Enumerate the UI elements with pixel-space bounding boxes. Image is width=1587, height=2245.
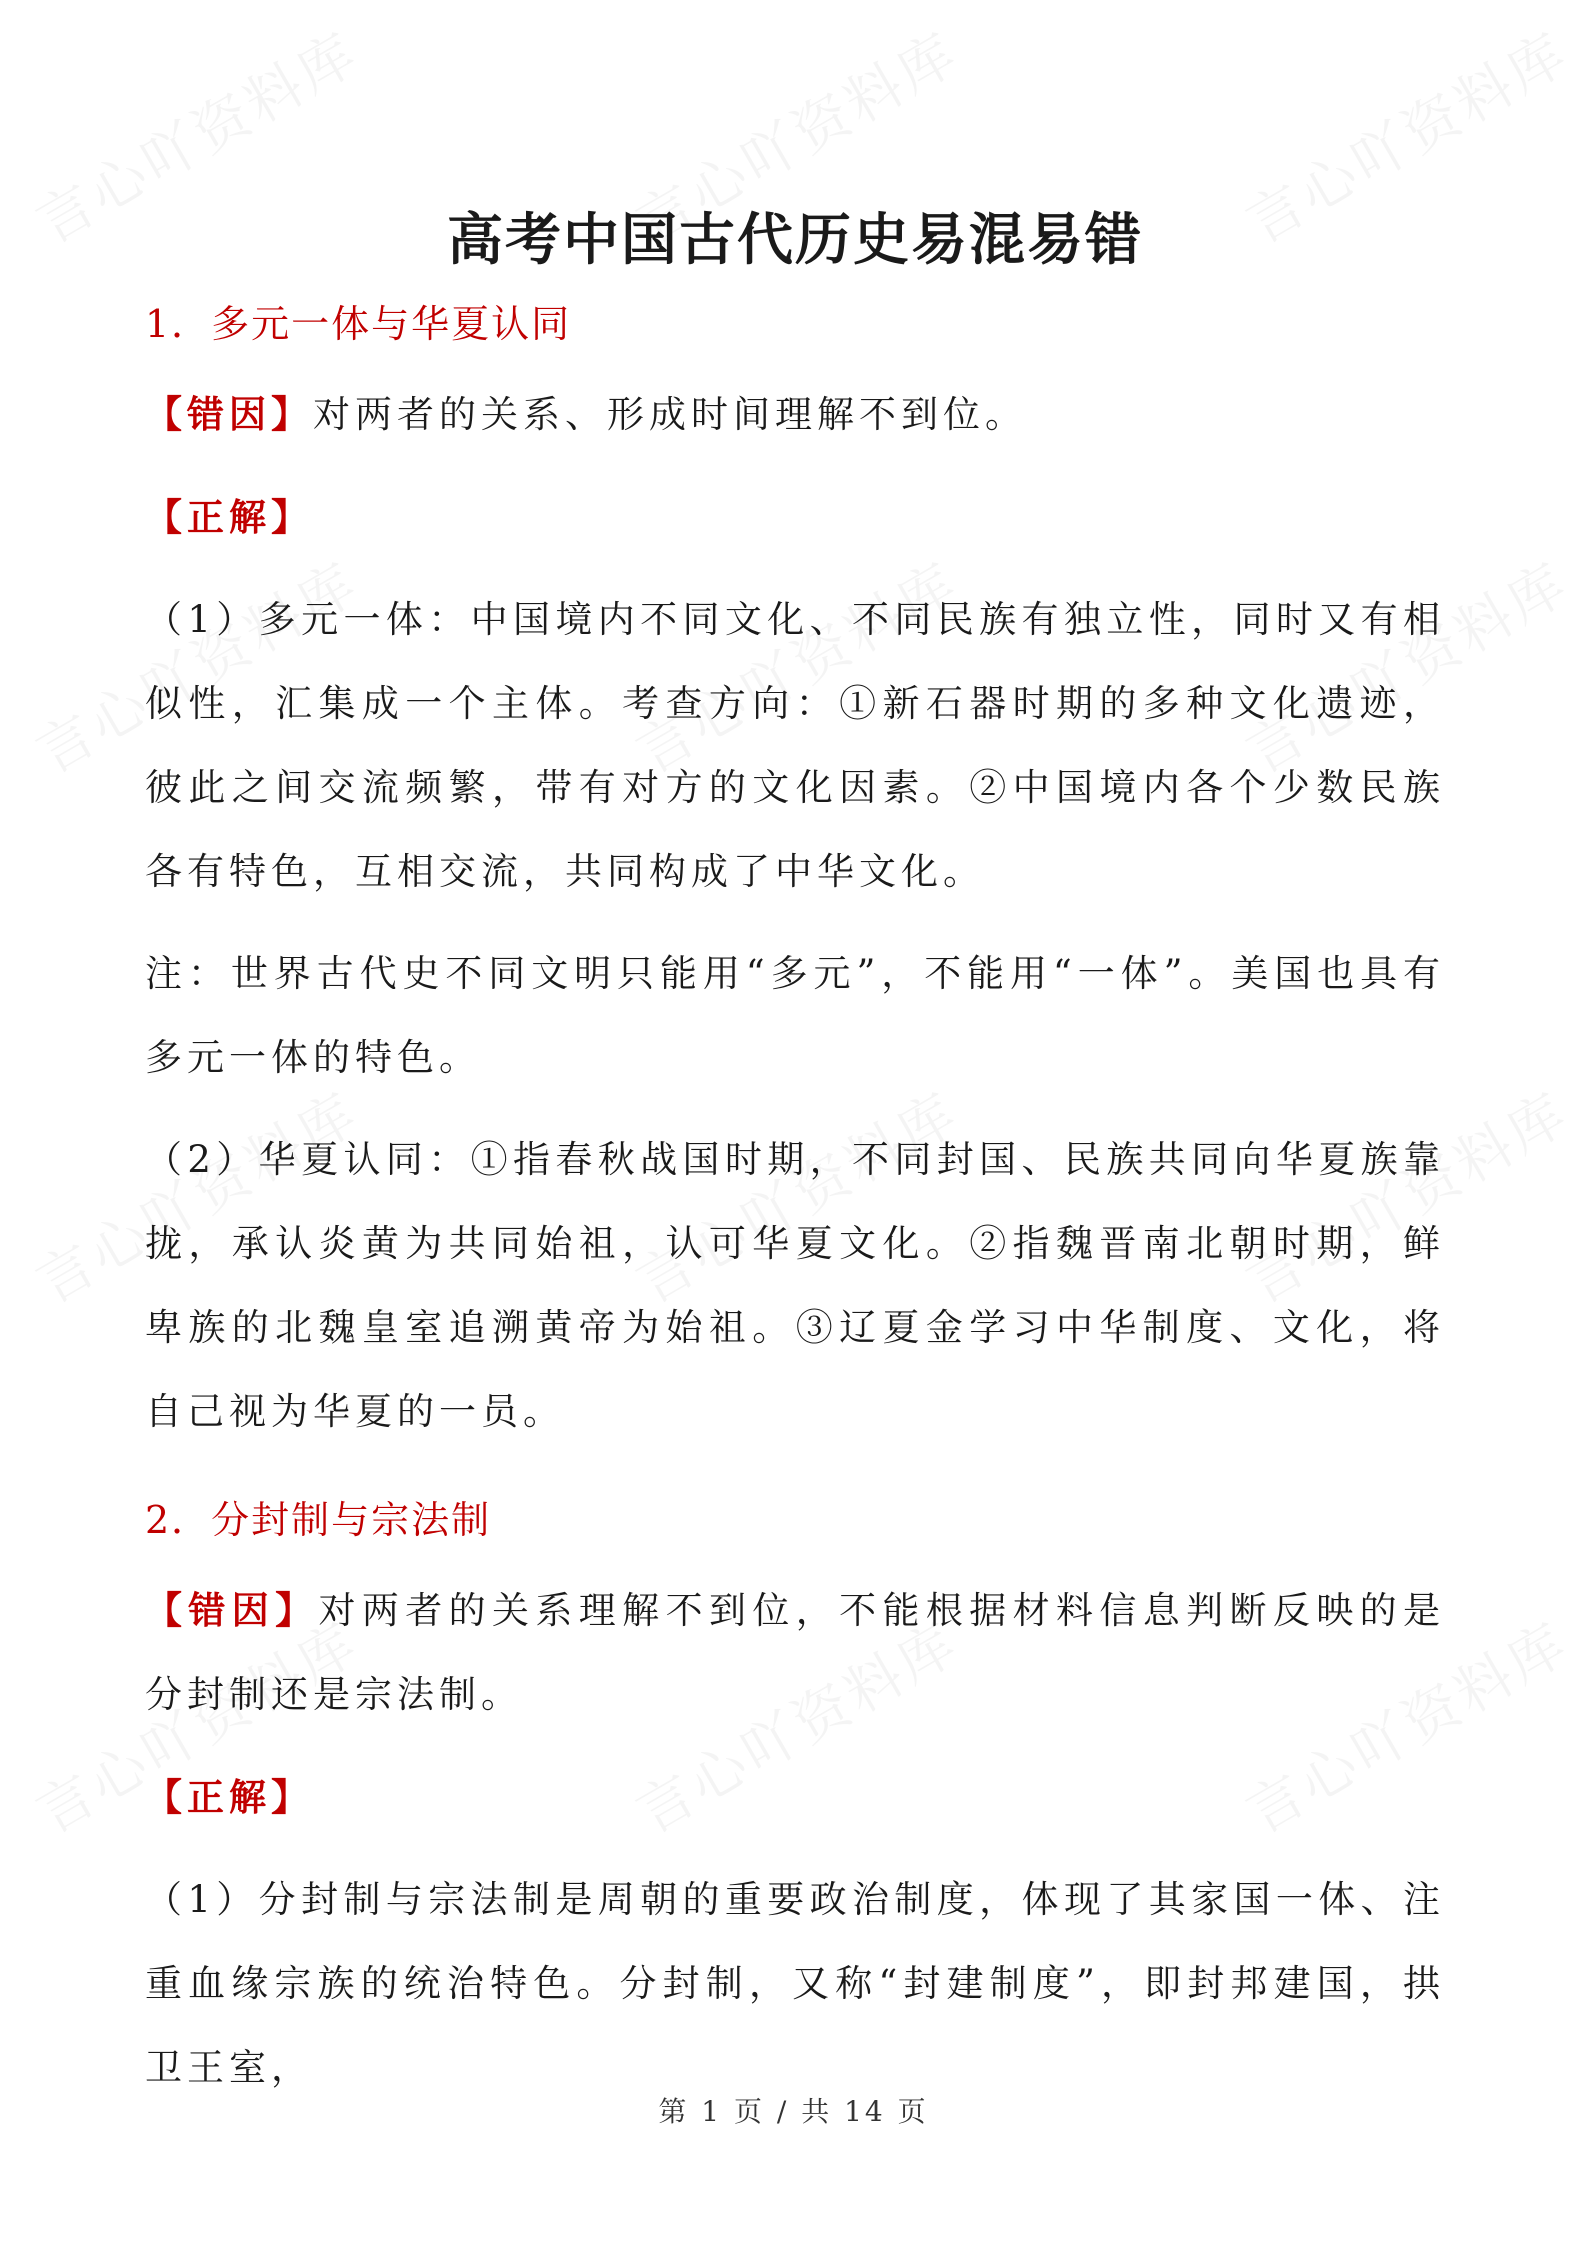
section-1-cause (145, 372, 1445, 457)
section-1-answer-label (145, 475, 1445, 560)
document-page (145, 180, 1445, 2110)
section-2-answer-label (145, 1755, 1445, 1840)
cause-label: 【错因】 (145, 1588, 319, 1632)
answer-label: 【正解】 (145, 495, 313, 539)
page-footer: 第 1 页 / 共 14 页 (658, 2095, 929, 2128)
document-title: 高考中国古代历史易混易错 (447, 207, 1143, 273)
cause-text: 对两者的关系、形成时间理解不到位。 (313, 393, 1027, 436)
section-1-heading: 1．多元一体与华夏认同 (145, 302, 572, 346)
cause-text: 对两者的关系理解不到位，不能根据材料信息判断反映的是分封制还是宗法制。 (145, 1589, 1446, 1716)
answer-label: 【正解】 (145, 1775, 313, 1819)
section-1-paragraph-2: （2）华夏认同：①指春秋战国时期，不同封国、民族共同向华夏族靠拢，承认炎黄为共同始祖，认可华夏文化。②指魏晋南北朝时期，鲜卑族的北魏皇室追溯黄帝为始祖。③辽夏金学习中华制度、文化，将自己视为华夏的一员。 (145, 1138, 1445, 1433)
section-2-heading: 2．分封制与宗法制 (145, 1498, 492, 1542)
section-1-note: 注：世界古代史不同文明只能用“多元”，不能用“一体”。美国也具有多元一体的特色。 (145, 952, 1445, 1079)
section-2-cause (145, 1568, 1445, 1737)
section-1-paragraph-1: （1）多元一体：中国境内不同文化、不同民族有独立性，同时又有相似性，汇集成一个主体。考查方向：①新石器时期的多种文化遗迹，彼此之间交流频繁，带有对方的文化因素。②中国境内各个少数民族各有特色，互相交流，共同构成了中华文化。 (145, 598, 1445, 893)
cause-label: 【错因】 (145, 392, 313, 436)
section-2-paragraph-1: （1）分封制与宗法制是周朝的重要政治制度，体现了其家国一体、注重血缘宗族的统治特色。分封制，又称“封建制度”，即封邦建国，拱卫王室， (145, 1878, 1445, 2089)
